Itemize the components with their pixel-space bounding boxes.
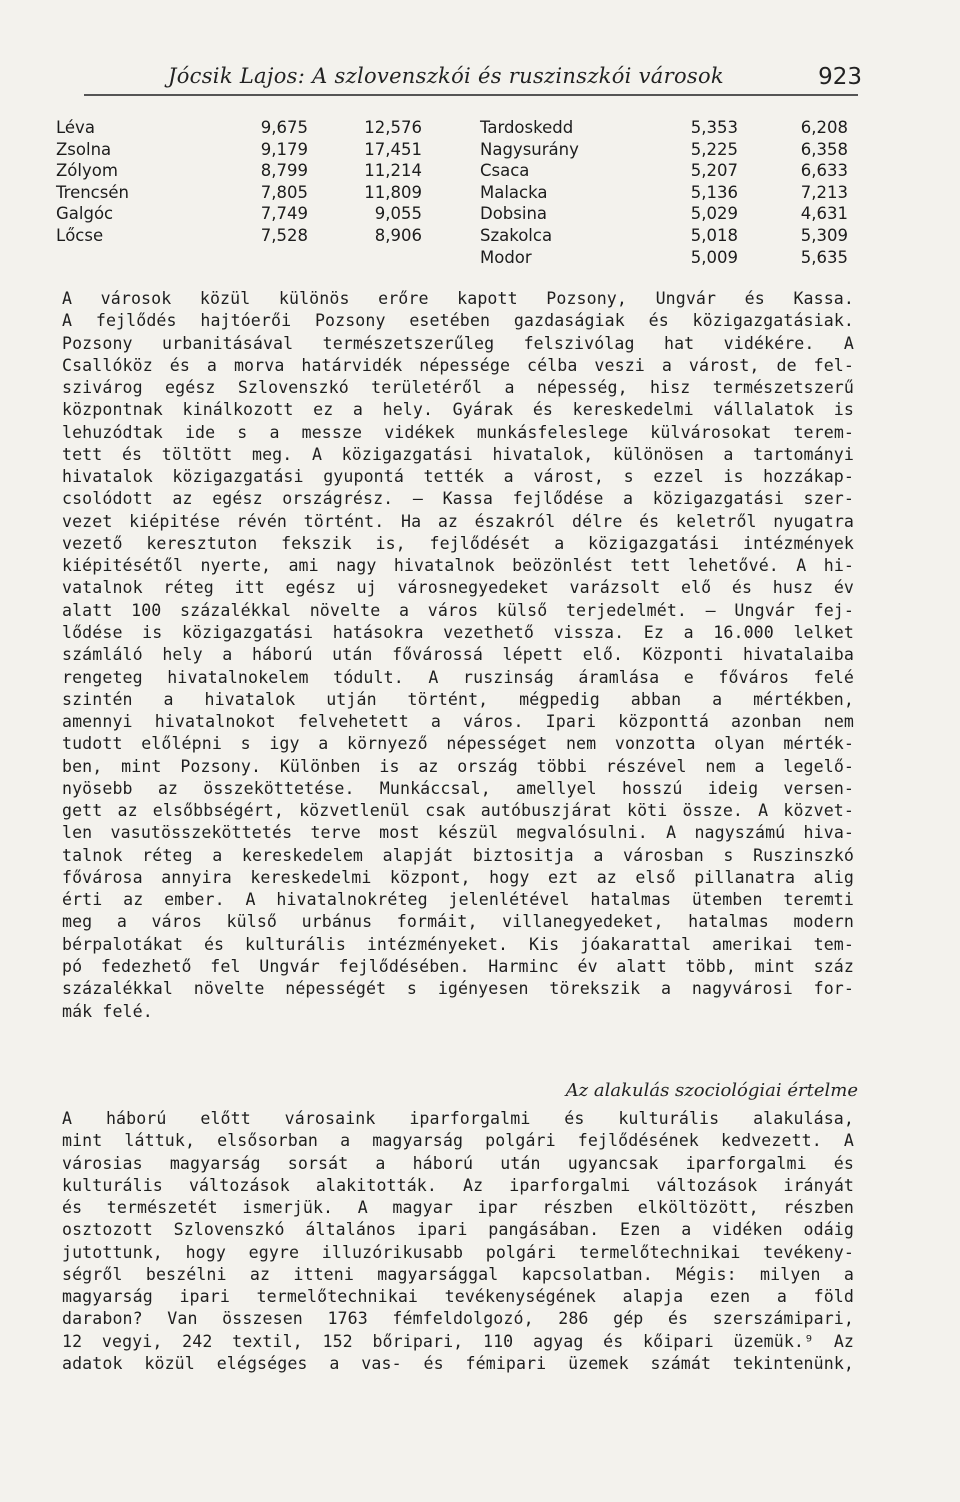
town-name: Modor bbox=[480, 247, 532, 267]
town-value-1: 5,136 bbox=[690, 182, 738, 202]
town-value-2: 11,809 bbox=[364, 182, 422, 202]
text-line: A fejlődés hajtóerői Pozsony esetében gazdaságiak és közigazgatásiak. bbox=[62, 311, 854, 331]
town-name: Trencsén bbox=[56, 182, 129, 202]
text-line: adatok közül elégséges a vas- és fémipari üzemek számát tekintenünk, bbox=[62, 1353, 854, 1373]
text-line: rengeteg hivatalnokelem tódult. A ruszinság áramlása e főváros felé bbox=[62, 667, 854, 687]
town-name: Dobsina bbox=[480, 204, 548, 224]
town-value-2: 6,208 bbox=[800, 118, 848, 137]
text-line: len vasutösszeköttetés terve most készül megvalósulni. A nagyszámú hiva- bbox=[62, 823, 854, 843]
text-line: lehuzódtak ide s a messze vidékek munkásfeleslege külvárosokat terem- bbox=[62, 422, 854, 442]
page-number: 923 bbox=[818, 64, 862, 90]
paragraph-cities bbox=[62, 288, 854, 1023]
text-line: ségről beszélni az itteni magyarsággal kapcsolatban. Mégis: milyen a bbox=[62, 1264, 854, 1284]
table-row bbox=[56, 225, 428, 247]
text-line: nyösebb az összeköttetése. Munkáccsal, amellyel hosszú ideig versen- bbox=[62, 778, 854, 798]
text-line: csolódott az egész országrész. — Kassa fejlődése a közigazgatási szer- bbox=[62, 489, 854, 509]
text-line: magyarság ipari termelőtechnikai tevékenységének alapja ezen a föld bbox=[62, 1287, 854, 1307]
town-name: Léva bbox=[56, 118, 95, 137]
text-line: gett az elsőbbségért, közvetlenül csak autóbuszjárat köti össze. A közvet- bbox=[62, 801, 854, 821]
text-line: százalékkal növelte népességét s igényesen törekszik a nagyvárosi for- bbox=[62, 979, 854, 999]
town-value-1: 5,225 bbox=[690, 139, 738, 159]
text-line: pó fedezhető fel Ungvár fejlődésében. Harminc év alatt több, mint száz bbox=[62, 956, 854, 976]
text-line: Pozsony urbanitásával természetszerűleg felszivólag hat vidékére. A bbox=[62, 333, 854, 353]
text-line: darabon? Van összesen 1763 fémfeldolgozó, 286 gép és szerszámipari, bbox=[62, 1309, 854, 1329]
section-heading: Az alakulás szociológiai értelme bbox=[565, 1080, 858, 1101]
text-line: 12 vegyi, 242 textil, 152 bőripari, 110 agyag és kőipari üzemük.⁹ Az bbox=[62, 1331, 854, 1351]
table-row bbox=[480, 225, 852, 247]
text-line: mák felé. bbox=[62, 1001, 153, 1021]
table-row bbox=[480, 182, 852, 204]
header-rule bbox=[84, 94, 858, 96]
text-line: szintén a hivatalok utján történt, mégpedig abban a mértékben, bbox=[62, 689, 854, 709]
town-value-1: 5,353 bbox=[690, 118, 738, 137]
paragraph-sociology bbox=[62, 1108, 854, 1375]
running-head: Jócsik Lajos: A szlovenszkói és ruszinszkói városok bbox=[168, 64, 724, 88]
text-line: vezető keresztuton fekszik is, fejlődését a közigazgatási intézmények bbox=[62, 533, 854, 553]
table-row bbox=[480, 117, 852, 139]
town-value-1: 8,799 bbox=[260, 161, 308, 181]
town-value-1: 7,805 bbox=[260, 182, 308, 202]
town-value-2: 4,631 bbox=[800, 204, 848, 224]
town-value-1: 9,179 bbox=[260, 139, 308, 159]
table-row bbox=[56, 117, 428, 139]
text-line: kiépitésétől nyerte, ami nagy hivatalnok beözönlést tett lehetővé. A hi- bbox=[62, 556, 854, 576]
table-row bbox=[56, 160, 428, 182]
town-value-1: 5,018 bbox=[690, 225, 738, 245]
text-line: jutottunk, hogy egyre illuzórikusabb polgári termelőtechnikai tevékeny- bbox=[62, 1242, 854, 1262]
town-value-2: 6,633 bbox=[800, 161, 848, 181]
town-value-2: 17,451 bbox=[364, 139, 422, 159]
text-line: fővárosa annyira kereskedelmi központ, hogy ezt az első pillanatra alig bbox=[62, 867, 854, 887]
table-row bbox=[480, 160, 852, 182]
town-value-2: 8,906 bbox=[374, 225, 422, 245]
town-value-2: 7,213 bbox=[800, 182, 848, 202]
text-line: tett és töltött meg. A közigazgatási hivatalok, különösen a tartományi bbox=[62, 444, 854, 464]
text-line: vezet kiépitése révén történt. Ha az északról délre és keletről nyugatra bbox=[62, 511, 854, 531]
text-line: osztozott Szlovenszkó általános ipari pangásában. Ezen a vidéken odáig bbox=[62, 1220, 854, 1240]
text-line: amennyi hivatalnokot felvehetett a város. Ipari központtá azonban nem bbox=[62, 712, 854, 732]
town-name: Zsolna bbox=[56, 139, 112, 159]
town-value-1: 5,009 bbox=[690, 247, 738, 267]
text-line: Csallóköz és a morva határvidék népessége célba veszi a várost, de fel- bbox=[62, 355, 854, 375]
town-name: Lőcse bbox=[56, 225, 104, 245]
text-line: talnok réteg a kereskedelem alapját biztositja a városban s Ruszinszkó bbox=[62, 845, 854, 865]
text-line: városias magyarság sorsát a háború után ugyancsak iparforgalmi és bbox=[62, 1153, 854, 1173]
text-line: és természetét ismerjük. A magyar ipar részben elköltözött, részben bbox=[62, 1198, 854, 1218]
text-line: érti az ember. A hivatalnokréteg jelenlétével hatalmas ütemben teremti bbox=[62, 890, 854, 910]
town-name: Csaca bbox=[480, 161, 530, 181]
table-row bbox=[56, 139, 428, 161]
town-name: Galgóc bbox=[56, 204, 114, 224]
town-name: Zólyom bbox=[56, 161, 118, 181]
text-line: lődése is közigazgatási hatásokra vezethető vissza. Ez a 16.000 lelket bbox=[62, 622, 854, 642]
town-value-2: 9,055 bbox=[374, 204, 422, 224]
town-name: Malacka bbox=[480, 182, 548, 202]
text-line: számláló hely a háború után fővárossá lépett elő. Központi hivatalaiba bbox=[62, 645, 854, 665]
text-line: alatt 100 százalékkal növelte a város külső terjedelmét. — Ungvár fej- bbox=[62, 600, 854, 620]
town-value-1: 5,207 bbox=[690, 161, 738, 181]
text-line: ben, mint Pozsony. Különben is az ország többi részével nem a legelő- bbox=[62, 756, 854, 776]
town-value-1: 7,749 bbox=[260, 204, 308, 224]
table-row bbox=[480, 203, 852, 225]
town-value-1: 5,029 bbox=[690, 204, 738, 224]
text-line: bérpalotákat és kulturális intézményeket. Kis jóakarattal amerikai tem- bbox=[62, 934, 854, 954]
text-line: szivárog egész Szlovenszkó területéről a népesség, hisz természetszerű bbox=[62, 378, 854, 398]
town-table-right bbox=[480, 117, 852, 268]
town-name: Tardoskedd bbox=[480, 118, 574, 137]
town-name: Szakolca bbox=[480, 225, 553, 245]
town-table-left bbox=[56, 117, 428, 247]
town-value-1: 7,528 bbox=[260, 225, 308, 245]
town-name: Nagysurány bbox=[480, 139, 579, 159]
text-line: kulturális változások alakitották. Az iparforgalmi változások irányát bbox=[62, 1175, 854, 1195]
table-row bbox=[480, 139, 852, 161]
text-line: vatalnok réteg itt egész uj városnegyedeket varázsolt elő és husz év bbox=[62, 578, 854, 598]
table-row bbox=[480, 247, 852, 269]
town-value-2: 12,576 bbox=[364, 118, 422, 137]
town-value-2: 11,214 bbox=[364, 161, 422, 181]
text-line: hivatalok közigazgatási gyupontá tették a várost, s ezzel is hozzákap- bbox=[62, 467, 854, 487]
text-line: mint láttuk, elsősorban a magyarság polgári fejlődésének kedvezett. A bbox=[62, 1131, 854, 1151]
town-value-1: 9,675 bbox=[260, 118, 308, 137]
town-value-2: 5,309 bbox=[800, 225, 848, 245]
town-value-2: 5,635 bbox=[800, 247, 848, 267]
table-row bbox=[56, 203, 428, 225]
text-line: központnak kinálkozott ez a hely. Gyárak és kereskedelmi vállalatok is bbox=[62, 400, 854, 420]
town-value-2: 6,358 bbox=[800, 139, 848, 159]
text-line: tudott előlépni s igy a környező népességet nem vonzotta olyan mérték- bbox=[62, 734, 854, 754]
table-row bbox=[56, 182, 428, 204]
text-line: A háború előtt városaink iparforgalmi és kulturális alakulása, bbox=[62, 1109, 854, 1128]
text-line: meg a város külső urbánus formáit, villanegyedeket, hatalmas modern bbox=[62, 912, 854, 932]
text-line: A városok közül különös erőre kapott Pozsony, Ungvár és Kassa. bbox=[62, 289, 854, 308]
